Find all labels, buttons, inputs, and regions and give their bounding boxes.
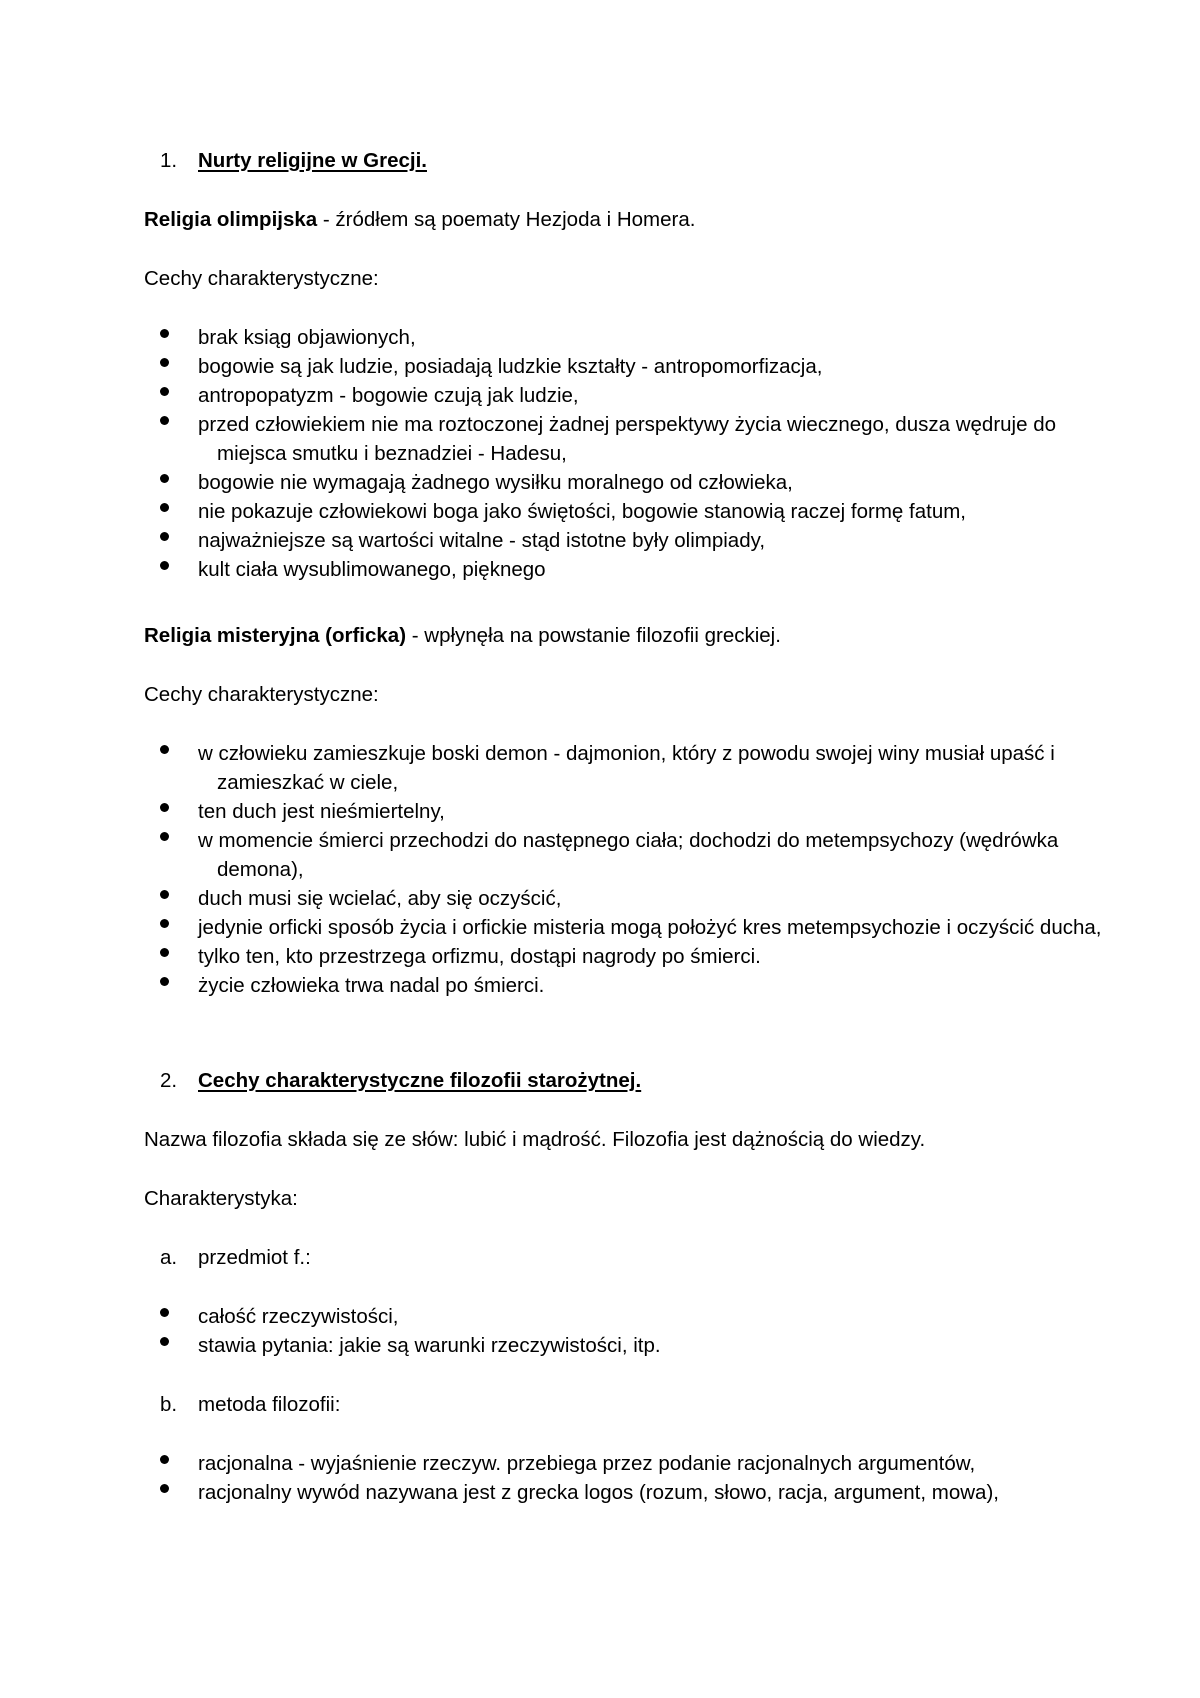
list-item-text: racjonalny wywód nazywana jest z grecka logos (rozum, słowo, racja, argument, mowa), <box>198 1481 999 1504</box>
bullet-icon <box>160 358 169 367</box>
section-1-heading <box>160 146 427 175</box>
bullet-icon <box>160 1484 169 1493</box>
list-item-text: bogowie są jak ludzie, posiadają ludzkie kształty - antropomorfizacja, <box>198 355 823 378</box>
list-item-text: całość rzeczywistości, <box>198 1305 399 1328</box>
list-item <box>0 826 1120 884</box>
list-item-text: nie pokazuje człowiekowi boga jako świętości, bogowie stanowią raczej formę fatum, <box>198 500 966 523</box>
list-item <box>0 797 1120 826</box>
bullet-icon <box>160 1455 169 1464</box>
list-item <box>0 381 1120 410</box>
mystery-features-list <box>0 739 1120 1000</box>
bullet-icon <box>160 890 169 899</box>
list-item <box>0 555 1120 584</box>
subsection-a-label: przedmiot f.: <box>198 1246 311 1269</box>
subsection-a-letter: a. <box>160 1246 178 1269</box>
bullet-icon <box>160 948 169 957</box>
olympic-features-label: Cechy charakterystyczne: <box>144 267 379 290</box>
subsection-a-heading <box>160 1243 311 1272</box>
list-item <box>0 971 1120 1000</box>
olympic-religion-lead: Religia olimpijska <box>144 208 318 231</box>
list-item <box>0 352 1120 381</box>
list-item <box>0 410 1120 468</box>
subsection-b-list <box>0 1449 1120 1507</box>
list-item <box>0 1478 1120 1507</box>
mystery-features-label: Cechy charakterystyczne: <box>144 683 379 706</box>
list-item-text: jedynie orficki sposób życia i orfickie misteria mogą położyć kres metempsychozie i oczyścić ducha, <box>198 916 1102 939</box>
bullet-icon <box>160 1337 169 1346</box>
section-2-title: Cechy charakterystyczne filozofii starożytnej. <box>198 1069 642 1092</box>
bullet-icon <box>160 1308 169 1317</box>
subsection-b-heading <box>160 1390 340 1419</box>
list-item <box>0 913 1120 942</box>
bullet-icon <box>160 832 169 841</box>
list-item <box>0 884 1120 913</box>
list-item-text: w momencie śmierci przechodzi do następnego ciała; dochodzi do metempsychozy (wędrówka demona), <box>198 829 1059 881</box>
characteristics-label: Charakterystyka: <box>144 1187 298 1210</box>
section-2-heading <box>160 1066 641 1095</box>
subsection-a-list <box>0 1302 1120 1360</box>
list-item <box>0 942 1120 971</box>
bullet-icon <box>160 977 169 986</box>
olympic-features-list <box>0 323 1120 584</box>
bullet-icon <box>160 416 169 425</box>
list-item <box>0 497 1120 526</box>
list-item <box>0 323 1120 352</box>
list-item <box>0 468 1120 497</box>
section-1-number: 1. <box>160 149 178 172</box>
list-item-text: najważniejsze są wartości witalne - stąd istotne były olimpiady, <box>198 529 766 552</box>
olympic-religion-text: - źródłem są poematy Hezjoda i Homera. <box>317 208 696 231</box>
bullet-icon <box>160 745 169 754</box>
subsection-b-letter: b. <box>160 1393 178 1416</box>
subsection-b-label: metoda filozofii: <box>198 1393 341 1416</box>
list-item-text: w człowieku zamieszkuje boski demon - dajmonion, który z powodu swojej winy musiał upaść i zamieszkać w ciele, <box>198 742 1055 794</box>
olympic-religion-paragraph <box>144 205 695 234</box>
bullet-icon <box>160 503 169 512</box>
section-2-number: 2. <box>160 1069 178 1092</box>
list-item-text: racjonalna - wyjaśnienie rzeczyw. przebiega przez podanie racjonalnych argumentów, <box>198 1452 976 1475</box>
list-item <box>0 1331 1120 1360</box>
bullet-icon <box>160 561 169 570</box>
section-1-title: Nurty religijne w Grecji. <box>198 149 427 172</box>
list-item-text: ten duch jest nieśmiertelny, <box>198 800 445 823</box>
list-item-text: stawia pytania: jakie są warunki rzeczywistości, itp. <box>198 1334 661 1357</box>
list-item-text: duch musi się wcielać, aby się oczyścić, <box>198 887 562 910</box>
list-item <box>0 526 1120 555</box>
list-item <box>0 739 1120 797</box>
bullet-icon <box>160 474 169 483</box>
list-item-text: kult ciała wysublimowanego, pięknego <box>198 558 546 581</box>
mystery-religion-text: - wpłynęła na powstanie filozofii greckiej. <box>406 624 781 647</box>
bullet-icon <box>160 387 169 396</box>
list-item-text: życie człowieka trwa nadal po śmierci. <box>198 974 545 997</box>
list-item <box>0 1449 1120 1478</box>
list-item <box>0 1302 1120 1331</box>
list-item-text: antropopatyzm - bogowie czują jak ludzie, <box>198 384 579 407</box>
list-item-text: brak ksiąg objawionych, <box>198 326 416 349</box>
bullet-icon <box>160 919 169 928</box>
list-item-text: bogowie nie wymagają żadnego wysiłku moralnego od człowieka, <box>198 471 793 494</box>
mystery-religion-lead: Religia misteryjna (orficka) <box>144 624 407 647</box>
list-item-text: przed człowiekiem nie ma roztoczonej żadnej perspektywy życia wiecznego, dusza wędruje do miejsca smutku i beznadziei - Hadesu, <box>198 413 1056 465</box>
mystery-religion-paragraph <box>144 621 781 650</box>
bullet-icon <box>160 329 169 338</box>
philosophy-intro: Nazwa filozofia składa się ze słów: lubić i mądrość. Filozofia jest dążnością do wiedzy. <box>144 1128 926 1151</box>
bullet-icon <box>160 532 169 541</box>
bullet-icon <box>160 803 169 812</box>
list-item-text: tylko ten, kto przestrzega orfizmu, dostąpi nagrody po śmierci. <box>198 945 761 968</box>
